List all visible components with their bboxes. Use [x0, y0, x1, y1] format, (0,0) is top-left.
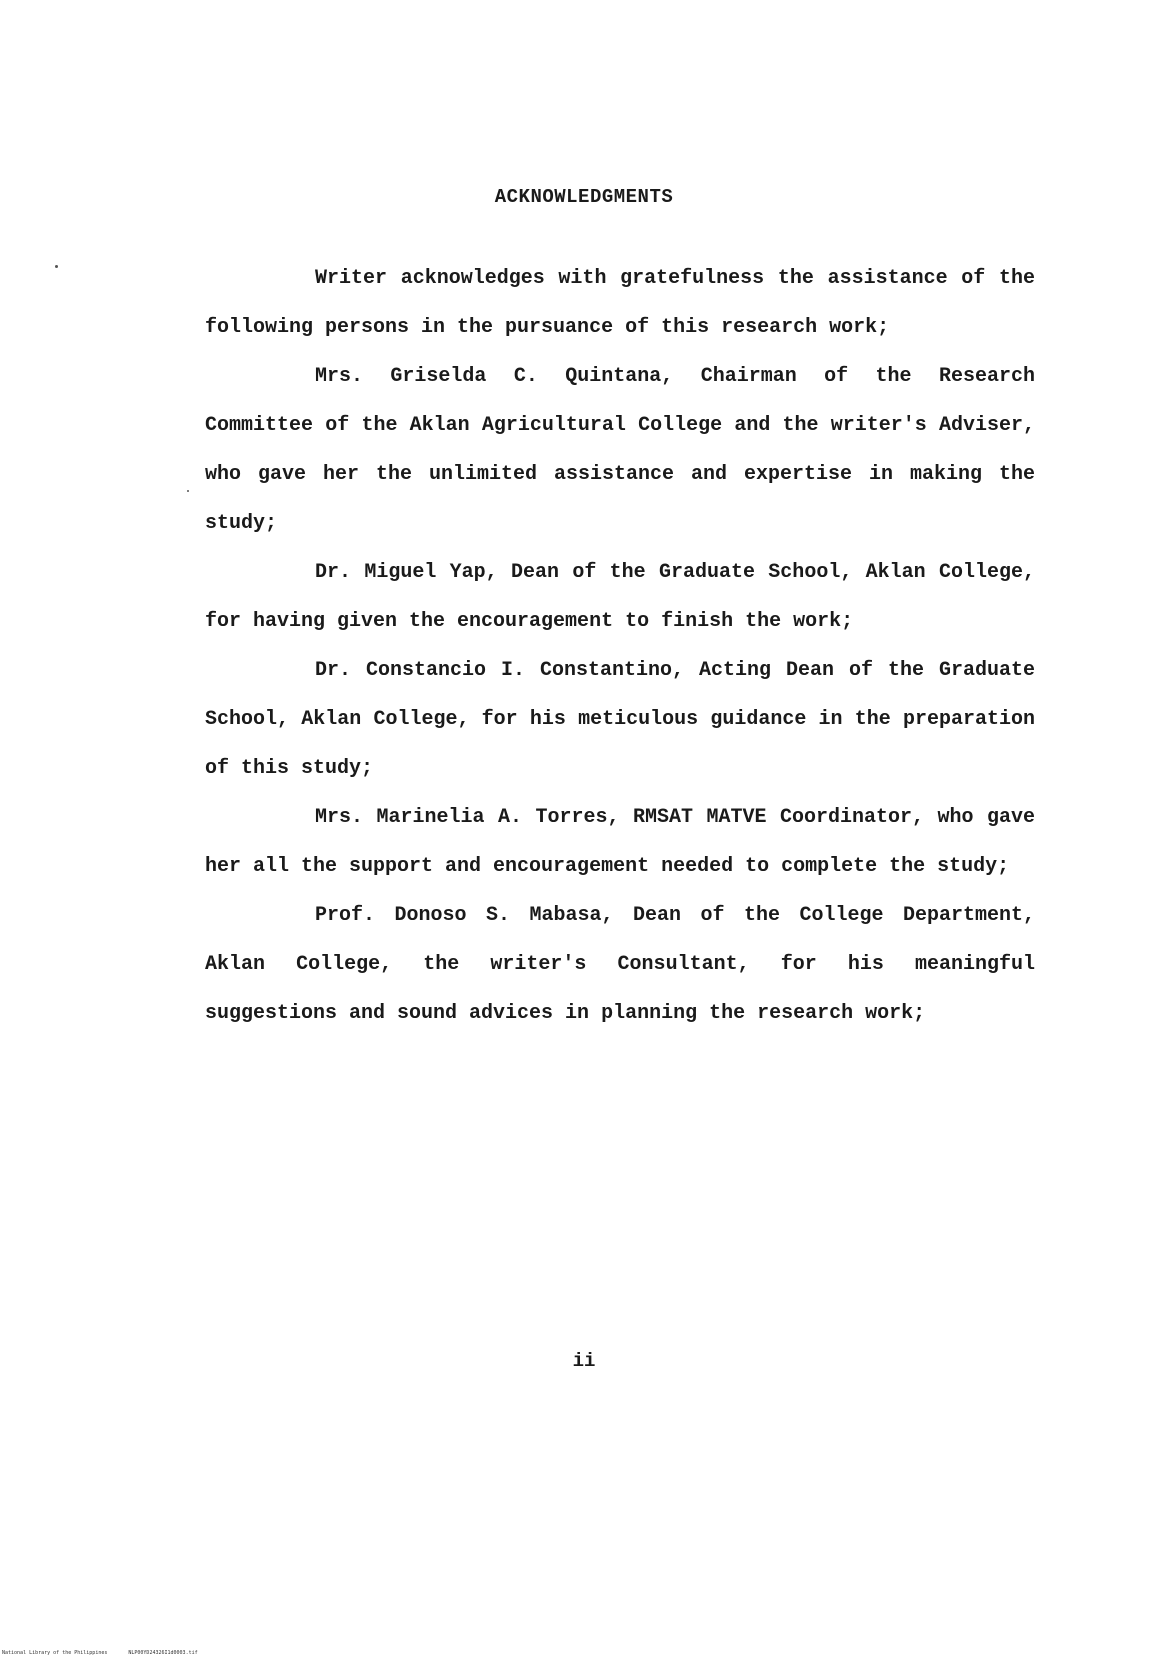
page-title: ACKNOWLEDGMENTS	[494, 186, 674, 208]
scan-footer	[2, 1650, 198, 1656]
paragraph-yap: Dr. Miguel Yap, Dean of the Graduate School, Aklan College, for having given the encouragement to finish the work;	[205, 561, 1035, 633]
scan-speck	[187, 490, 189, 492]
paragraph-intro: Writer acknowledges with gratefulness the assistance of the following persons in the pursuance of this research work;	[205, 267, 1035, 339]
paragraph-torres: Mrs. Marinelia A. Torres, RMSAT MATVE Coordinator, who gave her all the support and encouragement needed to complete the study;	[205, 806, 1035, 878]
acknowledgments-body	[205, 254, 1035, 1038]
paragraph-mabasa: Prof. Donoso S. Mabasa, Dean of the College Department, Aklan College, the writer's Consultant, for his meaningful suggestions and sound advices in planning the research work;	[205, 904, 1035, 1025]
footer-file: NLP00YD24326I1d0003.tif	[128, 1650, 198, 1656]
paragraph-quintana: Mrs. Griselda C. Quintana, Chairman of the Research Committee of the Aklan Agricultural College and the writer's Adviser, who gave her the unlimited assistance and expertise in making the study;	[205, 365, 1035, 535]
paragraph-constantino: Dr. Constancio I. Constantino, Acting Dean of the Graduate School, Aklan College, for his meticulous guidance in the preparation of this study;	[205, 659, 1035, 780]
footer-library: National Library of the Philippines	[2, 1650, 108, 1656]
page-number: ii	[572, 1350, 596, 1372]
scan-speck	[55, 265, 58, 268]
